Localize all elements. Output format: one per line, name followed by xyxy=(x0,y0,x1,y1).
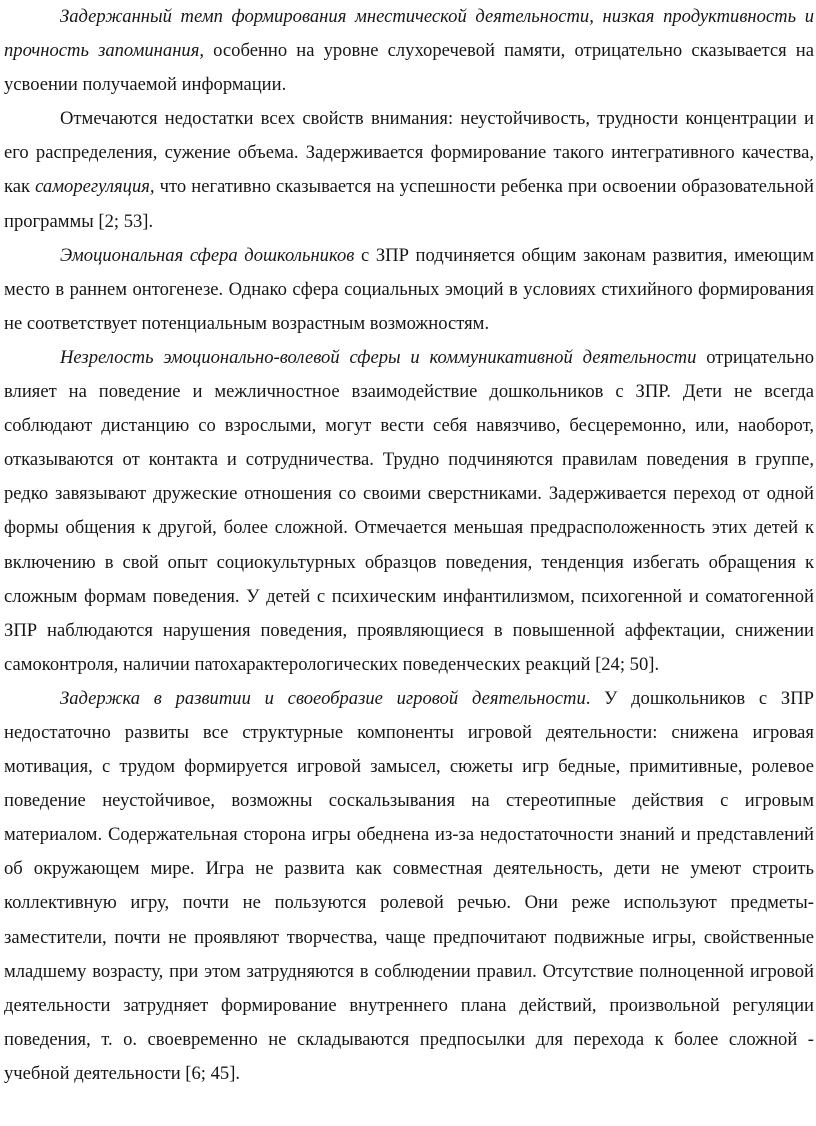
paragraph-play-activity-text: . У дошкольников с ЗПР недостаточно развиты все структурные компоненты игровой деятельности: снижена игровая мотивация, с трудом формируется игровой замысел, сюжеты игр бедные, примитивные, ролевое поведение неустойчивое, возможны соскальзывания на стереотипные действия с игровым материалом. Содержательная сторона игры обеднена из-за недостаточности знаний и представлений об окружающем мире. Игра не развита как совместная деятельность, дети не умеют строить коллективную игру, почти не пользуются ролевой речью. Они реже используют предметы-заместители, почти не проявляют творчества, чаще предпочитают подвижные игры, свойственные младшему возрасту, при этом затрудняются в соблюдении правил. Отсутствие полноценной игровой деятельности затрудняет формирование внутреннего плана действий, произвольной регуляции поведения, т. о. своевременно не складываются предпосылки для перехода к более сложной - учебной деятельности [6; 45]. xyxy=(4,687,814,1084)
paragraph-attention-text-after: что негативно сказывается на успешности ребенка при освоении образовательной программы [2; 53]. xyxy=(4,176,815,232)
paragraph-attention-text-before: Отмечаются недостатки всех свойств внимания: неустойчивость, трудности концентрации и его распределения, сужение объема. Задерживается формирование такого интегративного качества, как xyxy=(4,108,814,198)
paragraph-play-activity-italic: Задержка в развитии и своеобразие игровой деятельности xyxy=(60,687,586,709)
paragraph-memory-italic: Задержанный темп формирования мнестической деятельности, низкая продуктивность и прочность запоминания, xyxy=(4,6,814,62)
paragraph-memory-text: особенно на уровне слухоречевой памяти, отрицательно сказывается на усвоении получаемой информации. xyxy=(4,40,815,96)
paragraph-immaturity xyxy=(4,341,814,682)
paragraph-emotional-sphere xyxy=(4,239,814,341)
paragraph-immaturity-text: отрицательно влияет на поведение и межличностное взаимодействие дошкольников с ЗПР. Дети не всегда соблюдают дистанцию со взрослыми, могут вести себя навязчиво, бесцеремонно, или, наоборот, отказываются от контакта и сотрудничества. Трудно подчиняются правилам поведения в группе, редко завязывают дружеские отношения со своими сверстниками. Задерживается переход от одной формы общения к другой, более сложной. Отмечается меньшая предрасположенность этих детей к включению в свой опыт социокультурных образцов поведения, тенденция избегать обращения к сложным формам поведения. У детей с психическим инфантилизмом, психогенной и соматогенной ЗПР наблюдаются нарушения поведения, проявляющиеся в повышенной аффектации, снижении самоконтроля, наличии патохарактерологических поведенческих реакций [24; 50]. xyxy=(4,346,814,675)
document-page xyxy=(4,0,814,1091)
paragraph-attention-italic: саморегуляция, xyxy=(35,176,155,198)
paragraph-attention xyxy=(4,102,814,238)
paragraph-play-activity xyxy=(4,682,814,1091)
paragraph-memory xyxy=(4,0,814,102)
paragraph-emotional-sphere-italic: Эмоциональная сфера дошкольников xyxy=(60,244,355,266)
paragraph-emotional-sphere-text: с ЗПР подчиняется общим законам развития, имеющим место в раннем онтогенезе. Однако сфера социальных эмоций в условиях стихийного формирования не соответствует потенциальным возрастным возможностям. xyxy=(4,244,814,334)
paragraph-immaturity-italic: Незрелость эмоционально-волевой сферы и коммуникативной деятельности xyxy=(60,346,697,368)
